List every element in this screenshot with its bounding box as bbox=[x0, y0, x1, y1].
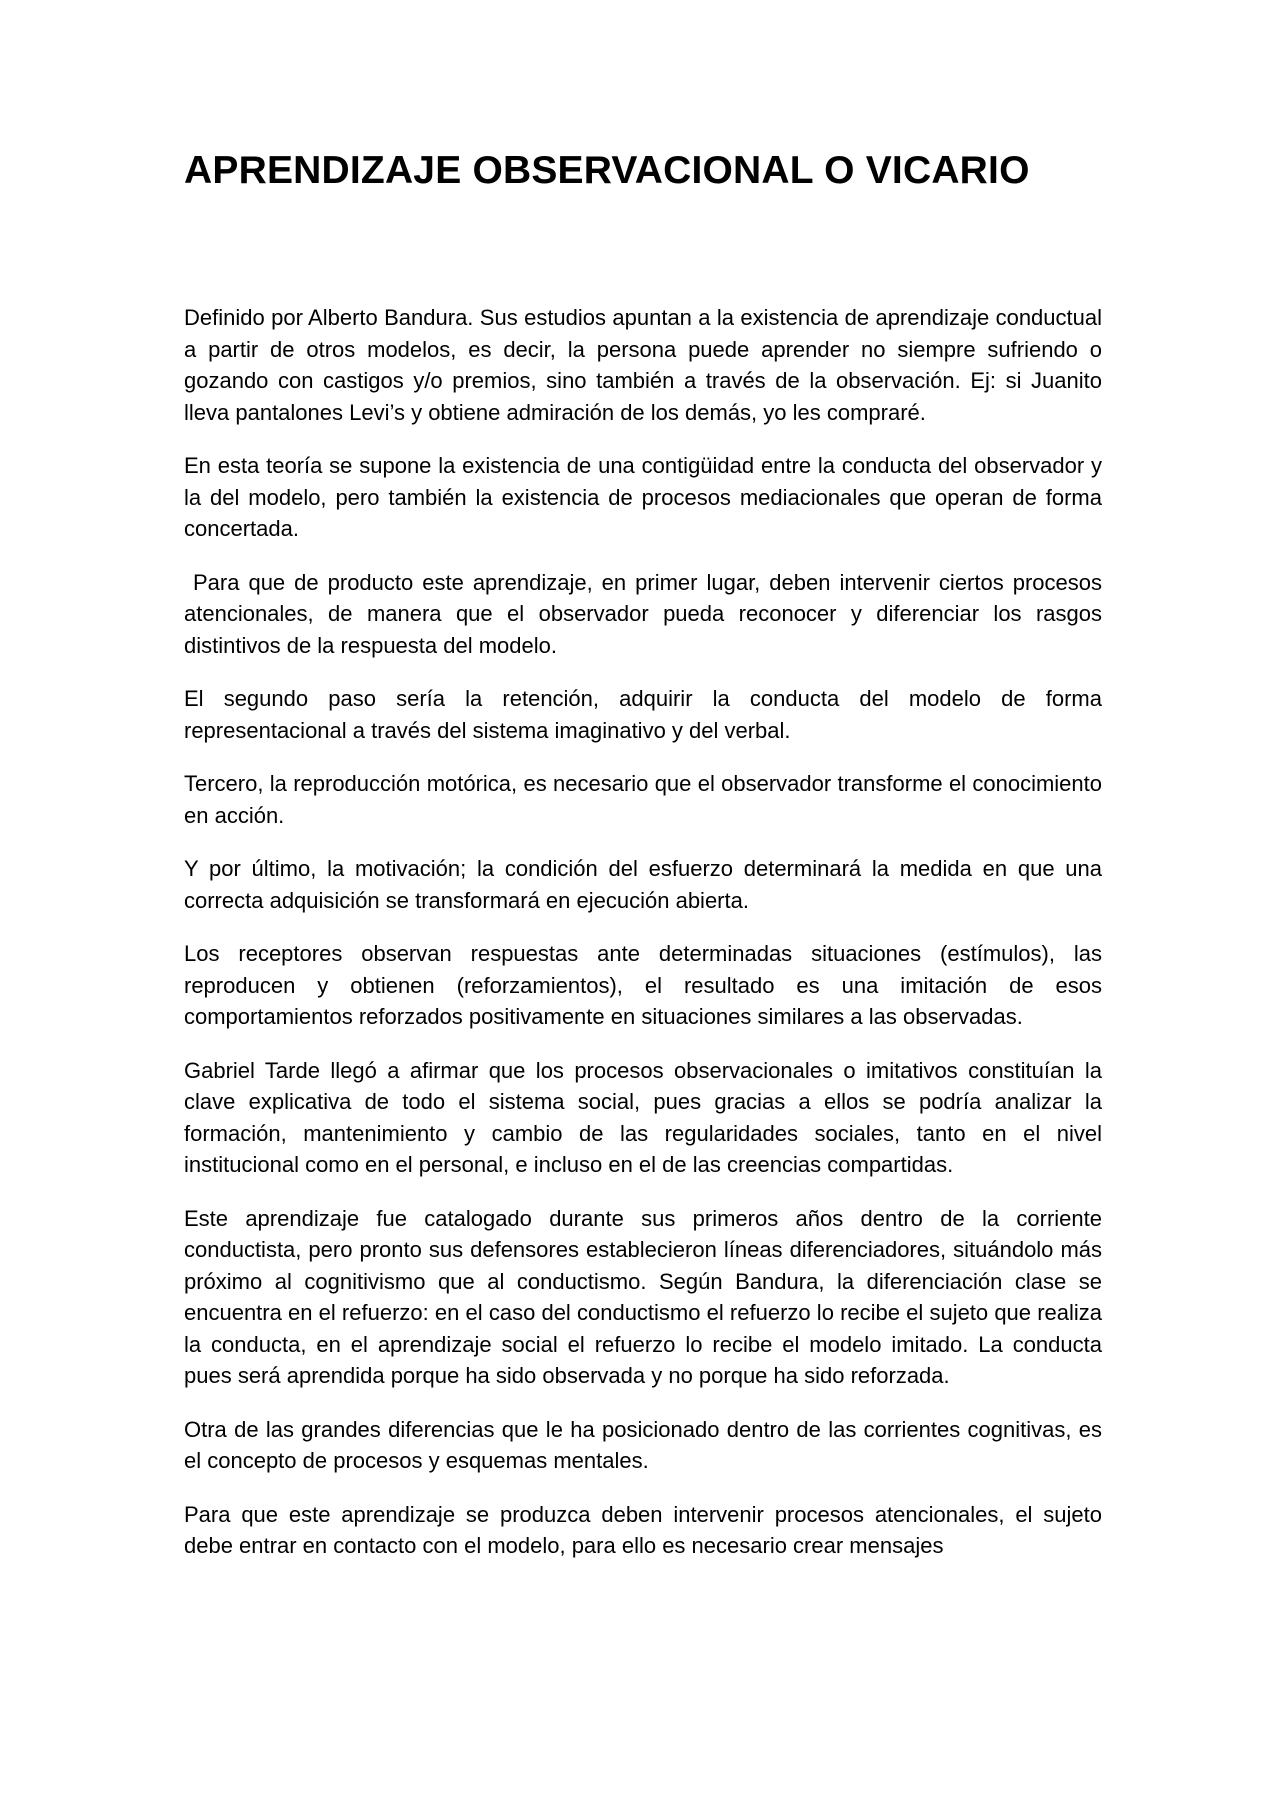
paragraph-3: Para que de producto este aprendizaje, en primer lugar, deben intervenir ciertos procesos atencionales, de manera que el observador pueda reconocer y diferenciar los rasgos distintivos de la respuesta del modelo. bbox=[184, 569, 1109, 658]
page-title: APRENDIZAJE OBSERVACIONAL O VICARIO bbox=[184, 149, 1030, 192]
paragraph-11: Para que este aprendizaje se produzca deben intervenir procesos atencionales, el sujeto debe entrar en contacto con el modelo, para ello es necesario crear mensajes bbox=[184, 1501, 1102, 1558]
paragraph-4: El segundo paso sería la retención, adquirir la conducta del modelo de forma representacional a través del sistema imaginativo y del verbal. bbox=[184, 686, 1102, 743]
paragraph-7: Los receptores observan respuestas ante determinadas situaciones (estímulos), las reproducen y obtienen (reforzamientos), el resultado es una imitación de esos comportamientos reforzados positivamente en situaciones similares a las observadas. bbox=[184, 941, 1102, 1029]
paragraph-8: Gabriel Tarde llegó a afirmar que los procesos observacionales o imitativos constituían la clave explicativa de todo el sistema social, pues gracias a ellos se podría analizar la formación, mantenimiento y cambio de las regularidades sociales, tanto en el nivel institucional como en el personal, e incluso en el de las creencias compartidas. bbox=[184, 1057, 1102, 1177]
paragraph-9: Este aprendizaje fue catalogado durante sus primeros años dentro de la corriente conductista, pero pronto sus defensores establecieron líneas diferenciadores, situándolo más próximo al cognitivismo que al conductismo. Según Bandura, la diferenciación clase se encuentra en el refuerzo: en el caso del conductismo el refuerzo lo recibe el sujeto que realiza la conducta, en el aprendizaje social el refuerzo lo recibe el modelo imitado. La conducta pues será aprendida porque ha sido observada y no porque ha sido reforzada. bbox=[184, 1205, 1102, 1388]
paragraph-5: Tercero, la reproducción motórica, es necesario que el observador transforme el conocimiento en acción. bbox=[184, 771, 1102, 828]
paragraph-2: En esta teoría se supone la existencia de una contigüidad entre la conducta del observador y la del modelo, pero también la existencia de procesos mediacionales que operan de forma concertada. bbox=[184, 453, 1102, 541]
document-body bbox=[184, 302, 1109, 1584]
paragraph-10: Otra de las grandes diferencias que le ha posicionado dentro de las corrientes cognitivas, es el concepto de procesos y esquemas mentales. bbox=[184, 1416, 1102, 1473]
paragraph-6: Y por último, la motivación; la condición del esfuerzo determinará la medida en que una correcta adquisición se transformará en ejecución abierta. bbox=[184, 856, 1102, 913]
paragraph-1: Definido por Alberto Bandura. Sus estudios apuntan a la existencia de aprendizaje conductual a partir de otros modelos, es decir, la persona puede aprender no siempre sufriendo o gozando con castigos y/o premios, sino también a través de la observación. Ej: si Juanito lleva pantalones Levi’s y obtiene admiración de los demás, yo les compraré. bbox=[184, 305, 1102, 425]
